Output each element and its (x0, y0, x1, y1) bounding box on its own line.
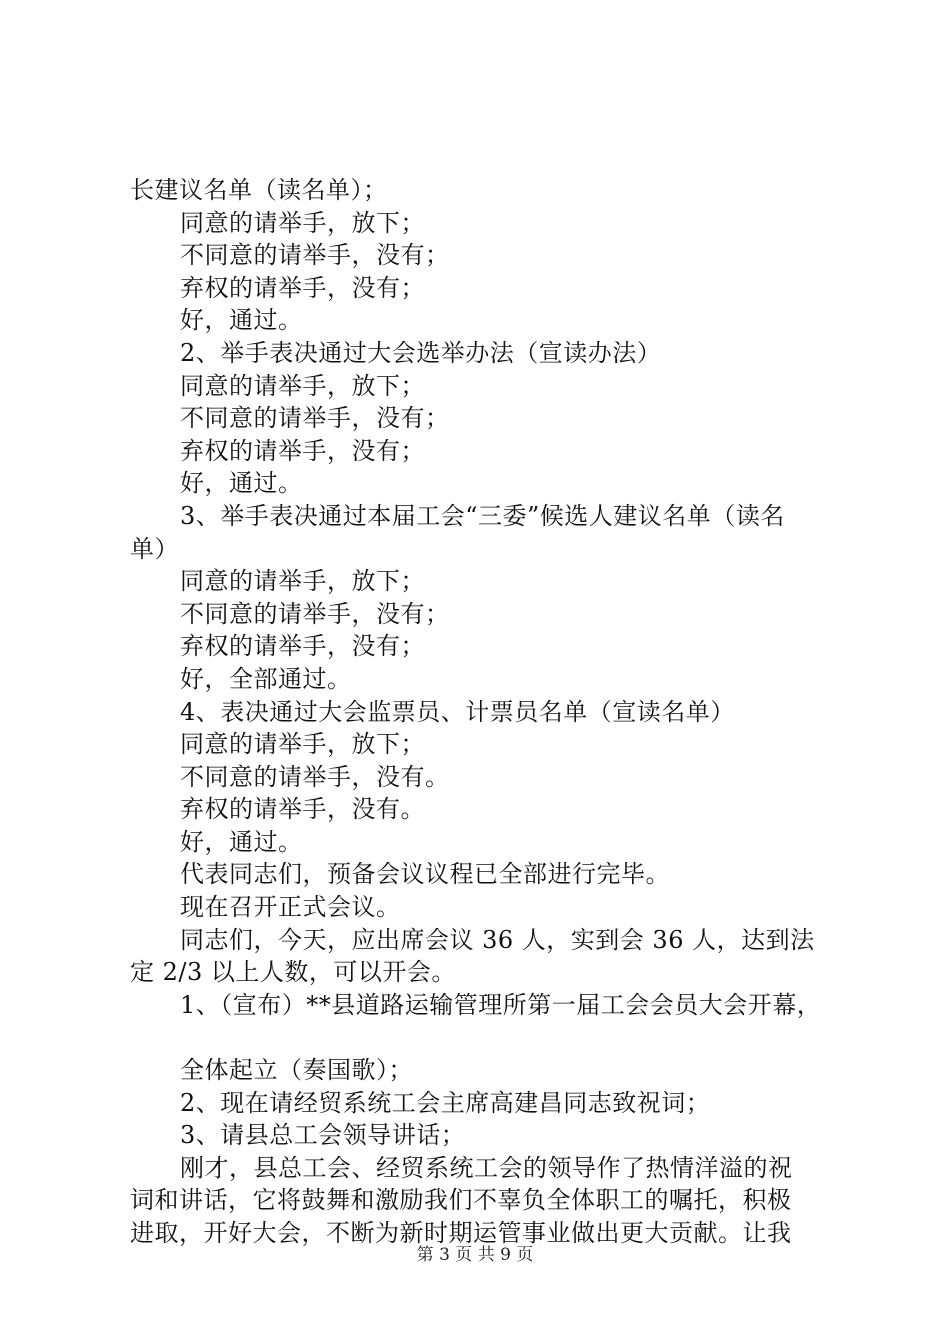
text-line: 弃权的请举手，没有； (180, 436, 425, 465)
text-line: 好，通过。 (180, 469, 303, 498)
text-line: 2、现在请经贸系统工会主席高建昌同志致祝词； (180, 1088, 711, 1117)
text-line: 长建议名单（读名单）； (130, 176, 388, 204)
text-line: 3、举手表决通过本届工会“三委”候选人建议名单（读名 (180, 501, 785, 530)
text-line: 弃权的请举手，没有； (180, 273, 425, 302)
text-line: 好，全部通过。 (180, 664, 352, 693)
text-line: 词和讲话，它将鼓舞和激励我们不辜负全体职工的嘱托，积极 (130, 1186, 792, 1215)
text-line: 同志们，今天，应出席会议 36 人，实到会 36 人，达到法 (180, 925, 815, 954)
text-line: 不同意的请举手，没有； (180, 241, 450, 270)
text-line: 好，通过。 (180, 306, 303, 335)
text-line: 弃权的请举手，没有； (180, 632, 425, 661)
text-line: 进取，开好大会，不断为新时期运管事业做出更大贡献。让我 (130, 1219, 792, 1247)
text-line: 2、举手表决通过大会选举办法（宣读办法） (180, 338, 662, 367)
document-body (130, 174, 835, 1250)
blank-line (130, 1021, 835, 1054)
text-line: 同意的请举手，放下； (180, 208, 425, 237)
text-line: 不同意的请举手，没有； (180, 404, 450, 433)
text-line: 刚才，县总工会、经贸系统工会的领导作了热情洋溢的祝 (180, 1153, 793, 1182)
text-line: 1、（宣布）**县道路运输管理所第一届工会会员大会开幕， (180, 990, 822, 1019)
text-line: 同意的请举手，放下； (180, 730, 425, 759)
text-line: 代表同志们，预备会议议程已全部进行完毕。 (180, 860, 670, 889)
text-line: 现在召开正式会议。 (180, 893, 401, 922)
text-line: 同意的请举手，放下； (180, 371, 425, 400)
text-line: 弃权的请举手，没有。 (180, 795, 425, 824)
text-line: 单） (130, 534, 179, 563)
text-line: 同意的请举手，放下； (180, 567, 425, 596)
text-line: 不同意的请举手，没有。 (180, 762, 450, 791)
text-line: 全体起立（奏国歌）； (180, 1056, 413, 1085)
text-line: 定 2/3 以上人数，可以开会。 (130, 958, 456, 987)
text-line: 4、表决通过大会监票员、计票员名单（宣读名单） (180, 697, 735, 726)
page-footer: 第 3 页 共 9 页 (416, 1245, 534, 1265)
text-line: 好，通过。 (180, 827, 303, 856)
text-line: 不同意的请举手，没有； (180, 599, 450, 628)
text-line: 3、请县总工会领导讲话； (180, 1121, 466, 1150)
